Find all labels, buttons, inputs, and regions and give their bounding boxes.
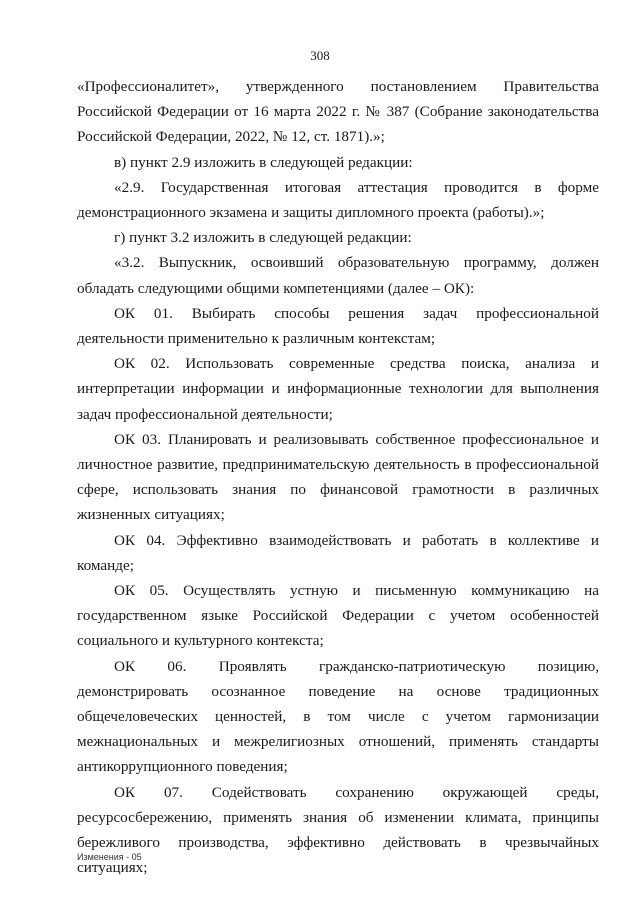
competency-ok-03: ОК 03. Планировать и реализовывать собственное профессиональное и личностное развитие, предпринимательскую деятельность в профессиональной сфере, использовать знания по финансовой грамотности в различных жизненных ситуациях; <box>77 430 599 524</box>
competency-ok-06: ОК 06. Проявлять гражданско-патриотическую позицию, демонстрировать осознанное поведение на основе традиционных общечеловеческих ценностей, в том числе с учетом гармонизации межнациональных и межрелигиозных отношений, применять стандарты антикоррупционного поведения; <box>77 657 599 776</box>
page-number: 308 <box>310 48 330 63</box>
paragraph-continuation: «Профессионалитет», утвержденного постановлением Правительства Российской Федерации от 16 марта 2022 г. № 387 (Собрание законодательства Российской Федерации, 2022, № 12, ст. 1871).»; <box>77 78 599 146</box>
competency-ok-01: ОК 01. Выбирать способы решения задач профессиональной деятельности применительно к различным контекстам; <box>77 304 599 348</box>
footer-revision-note: Изменения - 05 <box>77 852 142 862</box>
competency-ok-05: ОК 05. Осуществлять устную и письменную коммуникацию на государственном языке Российской Федерации с учетом особенностей социального и культурного контекста; <box>77 582 599 650</box>
competency-ok-07: ОК 07. Содействовать сохранению окружающей среды, ресурсосбережению, применять знания об изменении климата, принципы бережливого производства, эффективно действовать в чрезвычайных ситуациях; <box>77 783 599 877</box>
document-body <box>77 74 599 881</box>
competency-ok-04: ОК 04. Эффективно взаимодействовать и работать в коллективе и команде; <box>77 531 599 574</box>
paragraph-item-g: г) пункт 3.2 изложить в следующей редакции: <box>114 229 412 247</box>
competency-ok-02: ОК 02. Использовать современные средства поиска, анализа и интерпретации информации и информационные технологии для выполнения задач профессиональной деятельности; <box>77 355 599 423</box>
paragraph-2-9: «2.9. Государственная итоговая аттестация проводится в форме демонстрационного экзамена и защиты дипломного проекта (работы).»; <box>77 178 599 222</box>
paragraph-3-2: «3.2. Выпускник, освоивший образовательную программу, должен обладать следующими общими компетенциями (далее – ОК): <box>77 254 599 297</box>
paragraph-item-v: в) пункт 2.9 изложить в следующей редакции: <box>114 153 413 171</box>
